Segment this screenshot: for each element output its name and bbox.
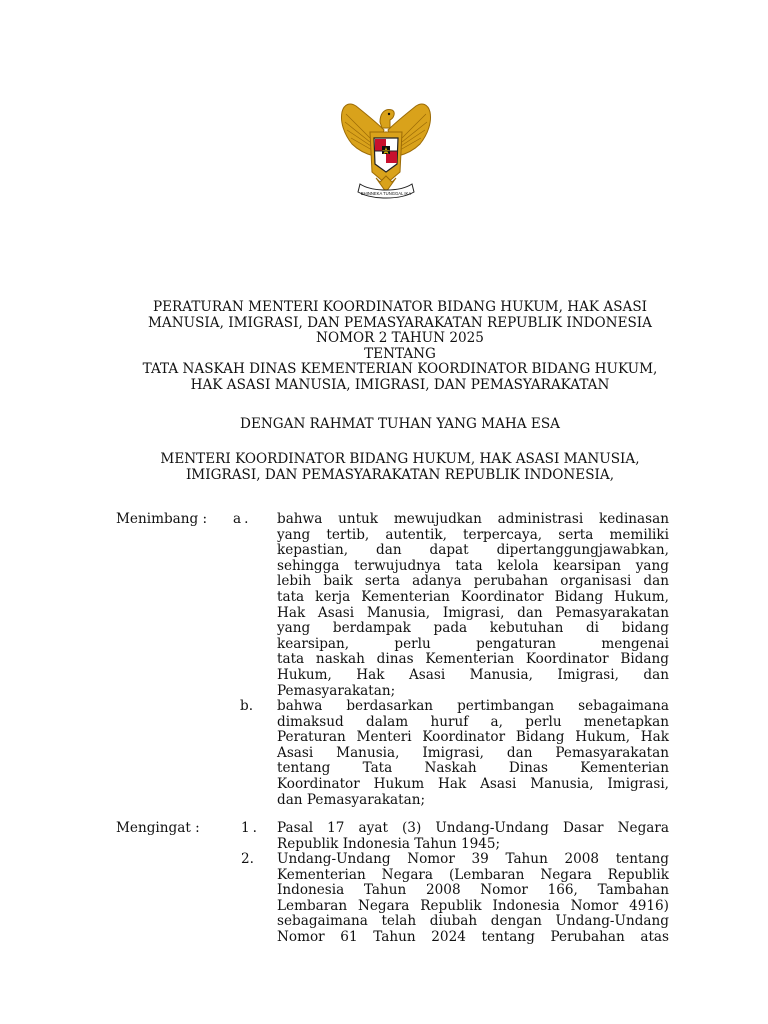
text-line: bahwa berdasarkan pertimbangan sebagaimana — [277, 698, 669, 714]
text-line: Undang-Undang Nomor 39 Tahun 2008 tentang — [277, 851, 669, 867]
text-line: Asasi Manusia, Imigrasi, dan Pemasyarakatan — [277, 744, 669, 761]
item-marker: a. — [233, 511, 252, 527]
item-marker: 2. — [241, 851, 254, 867]
text-line: yang berdampak pada kebutuhan di bidang — [277, 620, 669, 637]
text-line: dimaksud dalam huruf a, perlu menetapkan — [277, 713, 669, 730]
text-line: bahwa untuk mewujudkan administrasi kedinasan — [277, 511, 669, 527]
menimbang-item-a — [277, 512, 669, 699]
text-line: Pasal 17 ayat (3) Undang-Undang Dasar Negara — [277, 820, 669, 836]
minister-line: IMIGRASI, DAN PEMASYARAKATAN REPUBLIK INDONESIA, — [185, 466, 615, 483]
item-marker: 1. — [241, 820, 260, 836]
mengingat-item-2 — [277, 852, 669, 946]
garuda-pancasila-emblem — [336, 92, 436, 204]
text-line: Republik Indonesia Tahun 1945; — [277, 835, 501, 852]
text-line: Hak Asasi Manusia, Imigrasi, dan Pemasyarakatan — [277, 604, 669, 621]
rahmat-heading: DENGAN RAHMAT TUHAN YANG MAHA ESA — [240, 416, 560, 432]
text-line: Nomor 61 Tahun 2024 tentang Perubahan atas — [277, 928, 669, 945]
title-line: TENTANG — [364, 345, 436, 362]
menimbang-label: Menimbang : — [116, 511, 208, 527]
text-line: Indonesia Tahun 2008 Nomor 166, Tambahan — [277, 882, 669, 899]
text-line: lebih baik serta adanya perubahan organisasi dan — [277, 573, 669, 590]
text-line: dan Pemasyarakatan; — [277, 791, 426, 808]
text-line: Pemasyarakatan; — [277, 682, 396, 699]
text-line: Koordinator Hukum Hak Asasi Manusia, Imigrasi, — [277, 775, 669, 792]
text-line: tata naskah dinas Kementerian Koordinator Bidang — [277, 651, 669, 668]
menimbang-item-b — [277, 699, 669, 808]
text-line: kearsipan, perlu pengaturan mengenai — [277, 635, 669, 652]
mengingat-item-1 — [277, 821, 669, 852]
text-line: tentang Tata Naskah Dinas Kementerian — [277, 760, 669, 777]
regulation-title — [100, 300, 700, 394]
minister-line: MENTERI KOORDINATOR BIDANG HUKUM, HAK ASASI MANUSIA, — [160, 451, 640, 467]
text-line: tata kerja Kementerian Koordinator Bidang Hukum, — [277, 588, 669, 605]
text-line: yang tertib, autentik, terpercaya, serta memiliki — [277, 526, 669, 543]
emblem-motto: BHINNEKA TUNGGAL IKA — [360, 191, 412, 196]
title-line: HAK ASASI MANUSIA, IMIGRASI, DAN PEMASYARAKATAN — [190, 376, 610, 393]
text-line: Kementerian Negara (Lembaran Negara Republik — [277, 866, 669, 883]
text-line: Lembaran Negara Republik Indonesia Nomor 4916) — [277, 897, 669, 914]
item-marker: b. — [240, 698, 254, 714]
text-line: kepastian, dan dapat dipertanggungjawabkan, — [277, 542, 669, 559]
text-line: Peraturan Menteri Koordinator Bidang Hukum, Hak — [277, 729, 669, 746]
text-line: Hukum, Hak Asasi Manusia, Imigrasi, dan — [277, 666, 669, 683]
text-line: sebagaimana telah diubah dengan Undang-Undang — [277, 913, 669, 930]
text-line: sehingga terwujudnya tata kelola kearsipan yang — [277, 557, 669, 574]
mengingat-label: Mengingat : — [116, 820, 200, 836]
title-line: MANUSIA, IMIGRASI, DAN PEMASYARAKATAN REPUBLIK INDONESIA — [147, 314, 652, 331]
title-line: TATA NASKAH DINAS KEMENTERIAN KOORDINATOR BIDANG HUKUM, — [142, 361, 658, 378]
minister-heading — [100, 452, 700, 483]
title-line: PERATURAN MENTERI KOORDINATOR BIDANG HUKUM, HAK ASASI — [152, 299, 648, 315]
title-line: NOMOR 2 TAHUN 2025 — [316, 330, 484, 347]
